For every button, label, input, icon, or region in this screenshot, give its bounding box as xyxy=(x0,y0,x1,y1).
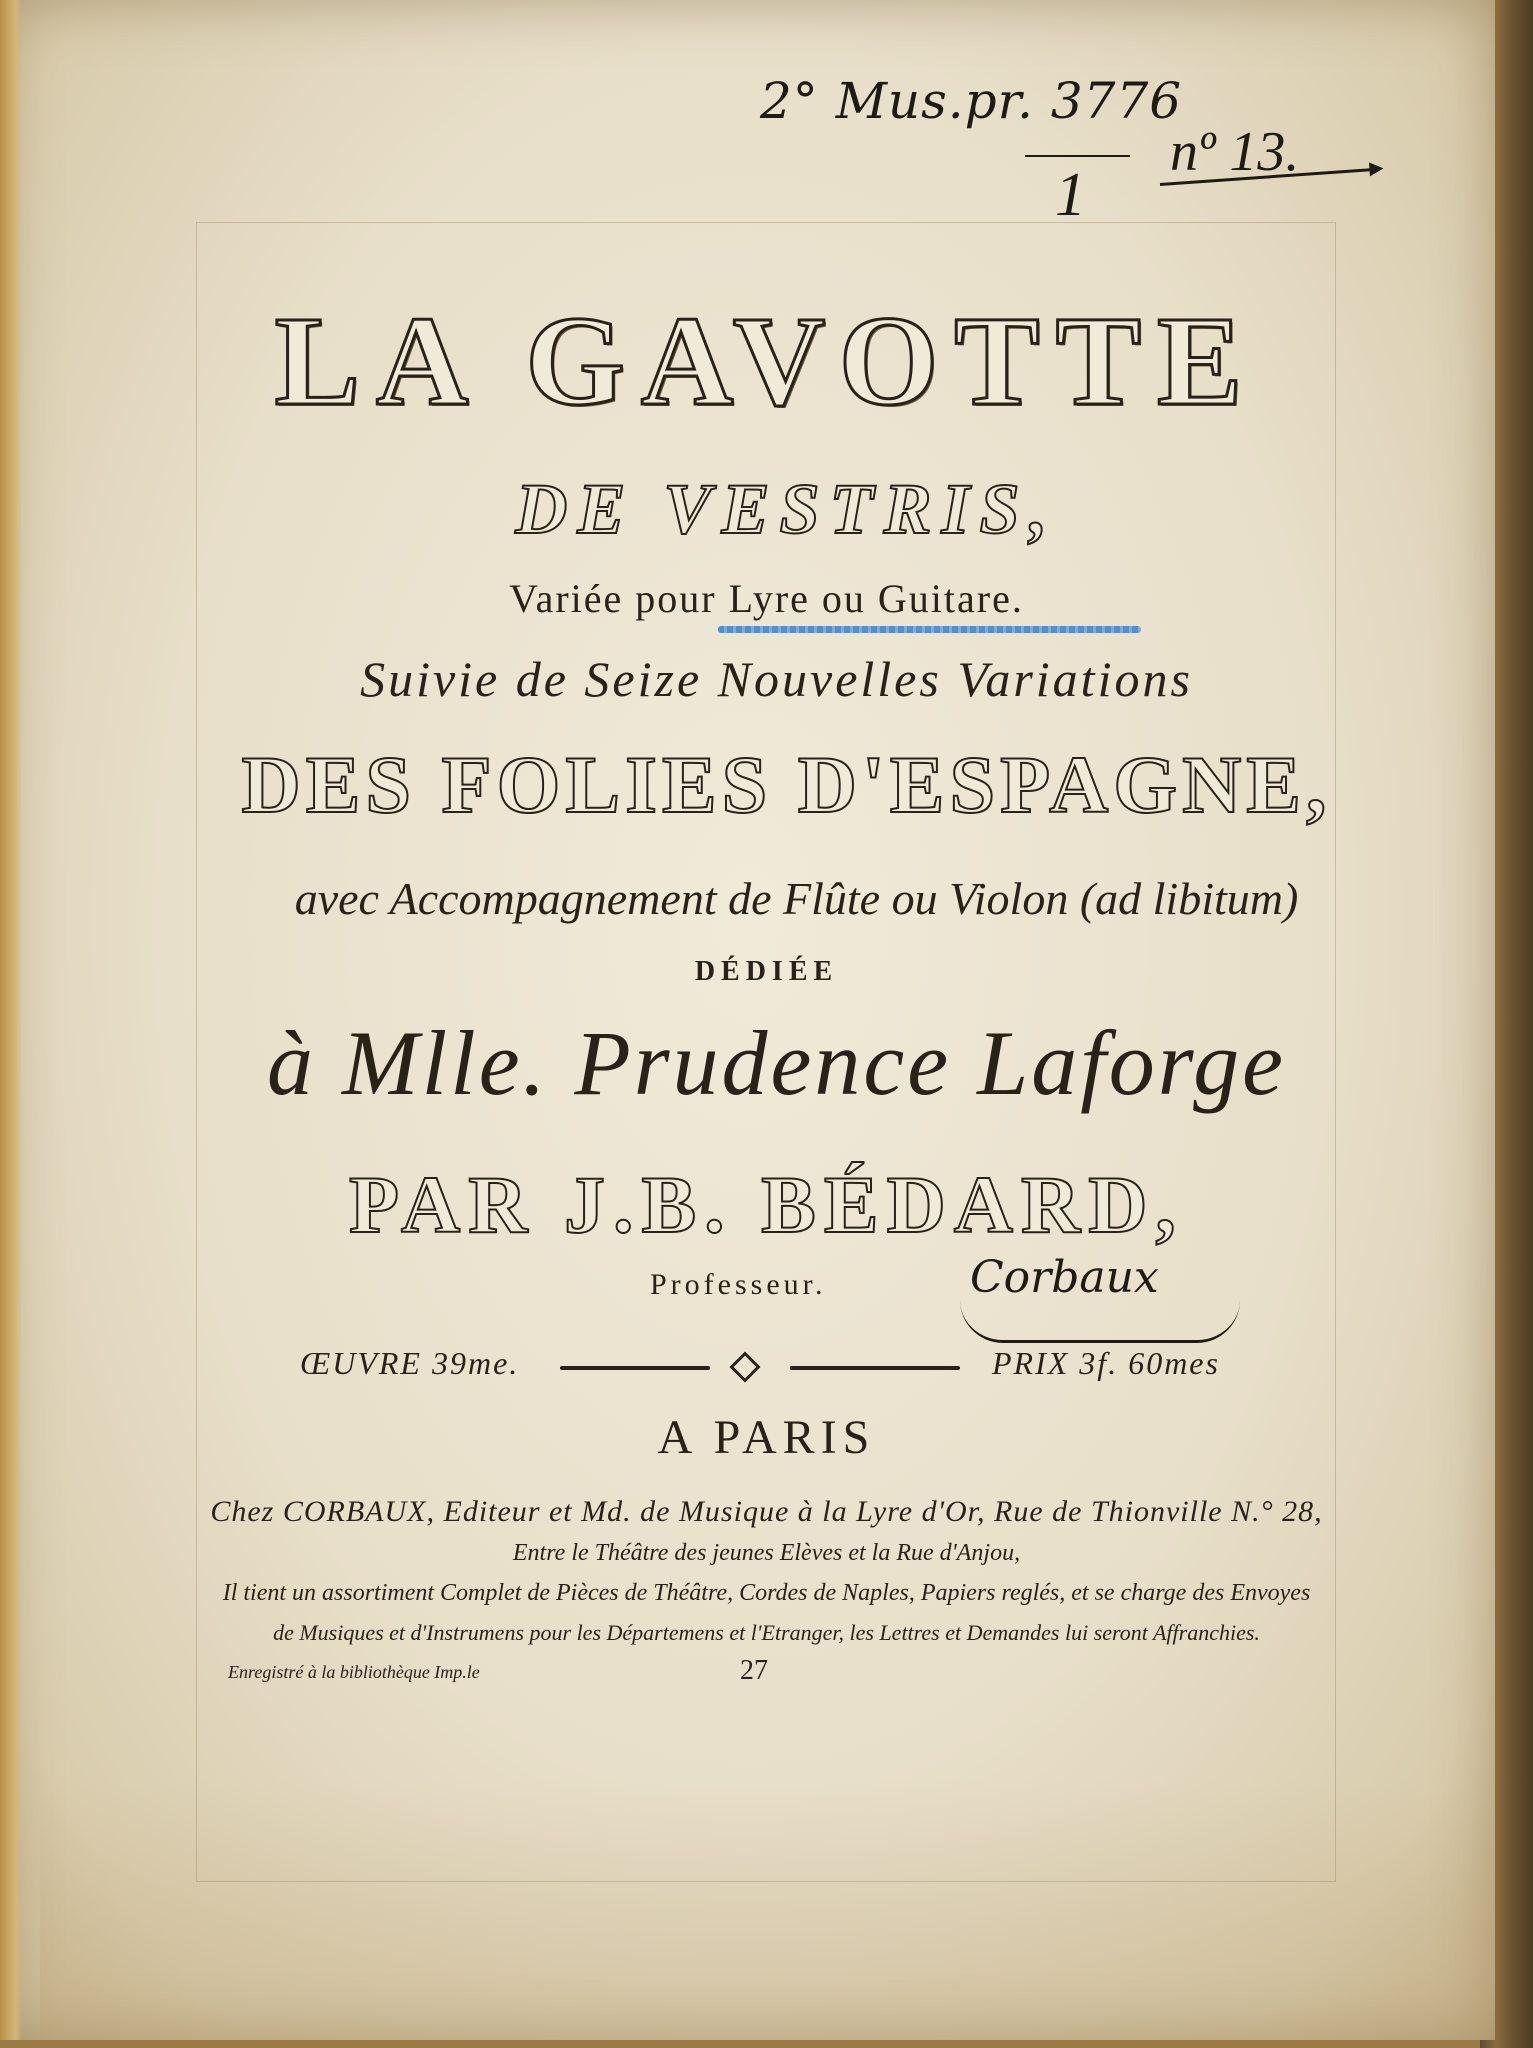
paper-wear xyxy=(40,1780,1490,2040)
library-shelfmark: 2° Mus.pr. 3776 xyxy=(760,72,1183,130)
title-line-2: DE VESTRIS, xyxy=(515,469,1058,549)
divider-rule-right xyxy=(790,1366,960,1370)
accompaniment-line: avec Accompagnement de Flûte ou Violon (ad libitum) xyxy=(294,873,1299,924)
variations-line: Suivie de Seize Nouvelles Variations xyxy=(360,651,1193,707)
plate-number: 27 xyxy=(740,1655,768,1686)
price: PRIX 3f. 60mes xyxy=(992,1345,1220,1381)
opus-number: ŒUVRE 39me. xyxy=(300,1345,520,1381)
publisher-signature: Corbaux xyxy=(970,1252,1159,1303)
shelfmark-fraction-rule xyxy=(1025,155,1130,157)
title-line-1: LA GAVOTTE xyxy=(274,290,1259,432)
publisher-address-2: Entre le Théâtre des jeunes Elèves et la Rue d'Anjou, xyxy=(512,1540,1021,1566)
signature-flourish xyxy=(960,1300,1240,1343)
title-line-folies: DES FOLIES D'ESPAGNE, xyxy=(241,739,1332,830)
instrument-line: Variée pour Lyre ou Guitare. xyxy=(509,576,1024,621)
blue-pencil-underline xyxy=(718,626,1141,633)
publisher-address-3: Il tient un assortiment Complet de Pièces de Théâtre, Cordes de Naples, Papiers reglés, et se charge des Envoyes xyxy=(222,1580,1311,1606)
dedication-label: DÉDIÉE xyxy=(694,956,839,987)
shelfmark-fraction: 1 xyxy=(1055,161,1086,229)
composer-title: Professeur. xyxy=(650,1268,827,1301)
registration-note: Enregistré à la bibliothèque Imp.le xyxy=(228,1662,480,1682)
dedicatee-line: à Mlle. Prudence Laforge xyxy=(266,1012,1287,1114)
publisher-address-4: de Musiques et d'Instrumens pour les Départemens et l'Etranger, les Lettres et Demandes lui seront Affranchies. xyxy=(273,1620,1260,1645)
shelfmark-number: nº 13. xyxy=(1170,121,1300,183)
composer-line: PAR J.B. BÉDARD, xyxy=(349,1159,1184,1250)
imprint-city: A PARIS xyxy=(657,1411,876,1464)
publisher-address-1: Chez CORBAUX, Editeur et Md. de Musique à la Lyre d'Or, Rue de Thionville N.° 28, xyxy=(210,1495,1323,1528)
divider-rule-left xyxy=(560,1366,710,1370)
